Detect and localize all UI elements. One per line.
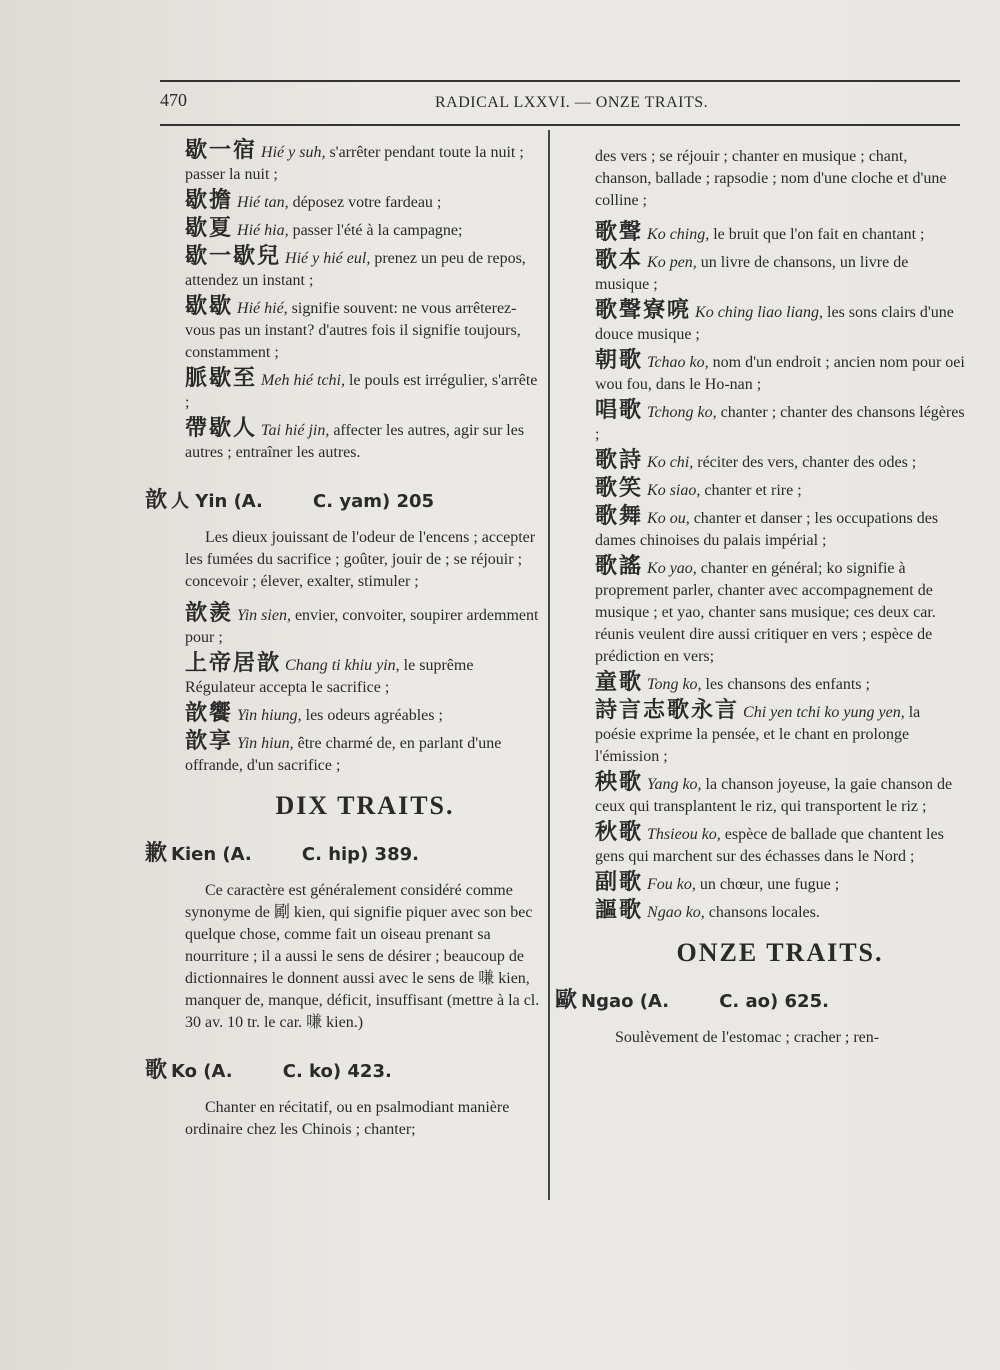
entry-definition: signifie souvent: ne vous arrêterez-vous pas un instant? d'autres fois il signifie toujours, constamment ; (185, 300, 521, 361)
dictionary-entry (185, 190, 545, 214)
dictionary-entry (595, 700, 965, 768)
page-number: 470 (160, 90, 187, 110)
ko-definition: Chanter en récitatif, ou en psalmodiant manière ordinaire chez les Chinois ; chanter; (185, 1099, 510, 1138)
entry-romanization: Meh hié tchi, (261, 372, 345, 389)
entry-romanization: Thsieou ko, (647, 826, 721, 843)
dictionary-entry (595, 506, 965, 552)
entry-definition: un chœur, une fugue ; (699, 876, 840, 893)
entry-definition: chansons locales. (708, 904, 820, 921)
section-dix-traits: DIX TRAITS. (275, 791, 455, 820)
entry-definition: la poésie exprime la pensée, et le chant en prolonge l'émission ; (595, 704, 921, 765)
entry-definition: réciter des vers, chanter des odes ; (697, 454, 917, 471)
entry-head-kien: 歉 Kien (A. C. hip) 389. (145, 841, 419, 866)
entry-characters: 歌謠 (595, 554, 644, 579)
entry-characters: 副歌 (595, 870, 644, 895)
entry-characters: 歌舞 (595, 504, 644, 529)
left-column (145, 138, 545, 1151)
entry-romanization: Ko ou, (647, 510, 690, 527)
entry-definition: nom d'un endroit ; ancien nom pour oei wou fou, dans le Ho-nan ; (595, 354, 965, 393)
header-rule (160, 80, 960, 82)
entry-characters: 脈歇至 (185, 366, 258, 391)
column-rule (548, 130, 550, 1200)
yin-definition: Les dieux jouissant de l'odeur de l'encens ; accepter les fumées du sacrifice ; goûter, jouir de ; se réjouir ; concevoir ; élever, exalter, stimuler ; (185, 529, 536, 590)
dictionary-entry (185, 218, 545, 242)
dictionary-entry (595, 350, 965, 396)
entry-characters: 歇擔 (185, 188, 234, 213)
entry-definition: chanter et danser ; les occupations des dames chinoises du palais impérial ; (595, 510, 939, 549)
entry-characters: 詩言志歌永言 (595, 698, 740, 723)
dictionary-entry (595, 450, 965, 474)
entry-romanization: Ko ching liao liang, (695, 304, 824, 321)
dictionary-entry (595, 556, 965, 668)
dictionary-entry (595, 222, 965, 246)
kien-definition: Ce caractère est généralement considéré comme synonyme de 㔉 kien, qui signifie piquer avec son bec quelque chose, comme fait un oiseau prenant sa nourriture ; il a aussi le sens de désirer ; beaucoup de dictionnaires le donnent aussi avec le sens de 嗛 kien, manquer de, manque, déficit, insuffisant (mettre à la cl. 30 av. 10 tr. le car. 嗛 kien.) (185, 882, 540, 1031)
entry-romanization: Tong ko, (647, 676, 702, 693)
entry-definition: le suprême Régulateur accepta le sacrifice ; (185, 657, 474, 696)
entry-definition: s'arrêter pendant toute la nuit ; passer la nuit ; (185, 144, 524, 183)
entry-romanization: Ko yao, (647, 560, 697, 577)
dictionary-entry (595, 672, 965, 696)
entry-characters: 歌聲 (595, 220, 644, 245)
dictionary-entry (185, 603, 545, 649)
entry-definition: le bruit que l'on fait en chantant ; (713, 226, 925, 243)
right-column (555, 140, 965, 1059)
entry-definition: les odeurs agréables ; (305, 707, 443, 724)
entry-definition: prenez un peu de repos, attendez un instant ; (185, 250, 526, 289)
entry-characters: 秧歌 (595, 770, 644, 795)
dictionary-entry (595, 900, 965, 924)
dictionary-entry (185, 246, 545, 292)
entry-head-yin: 歆 人 Yin (A. C. yam) 205 (145, 488, 435, 513)
entry-definition: affecter les autres, agir sur les autres ; entraîner les autres. (185, 422, 525, 461)
entry-definition: déposez votre fardeau ; (292, 194, 442, 211)
dictionary-entry (595, 478, 965, 502)
entry-definition: un livre de chansons, un livre de musique ; (595, 254, 909, 293)
entry-romanization: Hié y suh, (261, 144, 326, 161)
entry-romanization: Ko ching, (647, 226, 710, 243)
entry-romanization: Ko siao, (647, 482, 701, 499)
entry-characters: 歇歇 (185, 294, 234, 319)
entry-characters: 謳歌 (595, 898, 644, 923)
ko-definition-continued: des vers ; se réjouir ; chanter en musique ; chant, chanson, ballade ; rapsodie ; nom d'une cloche et d'une colline ; (595, 148, 947, 209)
dictionary-entry (185, 418, 545, 464)
entry-characters: 歆饗 (185, 701, 234, 726)
entry-definition: chanter et rire ; (704, 482, 802, 499)
entry-characters: 歌詩 (595, 448, 644, 473)
dictionary-entry (595, 822, 965, 868)
entry-characters: 歇夏 (185, 216, 234, 241)
entry-romanization: Fou ko, (647, 876, 696, 893)
entry-romanization: Ko pen, (647, 254, 697, 271)
entry-characters: 朝歌 (595, 348, 644, 373)
entry-romanization: Yin hiun, (237, 735, 294, 752)
section-onze-traits: ONZE TRAITS. (676, 938, 884, 967)
entry-romanization: Ngao ko, (647, 904, 705, 921)
dictionary-entry (595, 250, 965, 296)
entry-romanization: Yin sien, (237, 607, 291, 624)
dictionary-entry (185, 296, 545, 364)
entry-romanization: Tchong ko, (647, 404, 717, 421)
running-title: RADICAL LXXVI. — ONZE TRAITS. (435, 94, 709, 111)
entry-romanization: Tchao ko, (647, 354, 709, 371)
entry-characters: 帶歇人 (185, 416, 258, 441)
entry-romanization: Hié hié, (237, 300, 288, 317)
entry-definition: passer l'été à la campagne; (292, 222, 463, 239)
entry-characters: 歆羨 (185, 601, 234, 626)
header-rule-2 (160, 124, 960, 126)
entry-head-ngao: 歐 Ngao (A. C. ao) 625. (555, 988, 829, 1013)
entry-characters: 童歌 (595, 670, 644, 695)
dictionary-entry (595, 872, 965, 896)
entry-head-ko: 歌 Ko (A. C. ko) 423. (145, 1058, 392, 1083)
entry-romanization: Chang ti khiu yin, (285, 657, 400, 674)
entry-definition: le pouls est irrégulier, s'arrête ; (185, 372, 538, 411)
entry-romanization: Ko chi, (647, 454, 694, 471)
dictionary-entry (185, 703, 545, 727)
entry-characters: 歌笑 (595, 476, 644, 501)
entry-romanization: Hié tan, (237, 194, 289, 211)
entry-definition: être charmé de, en parlant d'une offrande, d'un sacrifice ; (185, 735, 502, 774)
entry-romanization: Yang ko, (647, 776, 702, 793)
left-entries (185, 140, 545, 464)
entry-characters: 歇一宿 (185, 138, 258, 163)
dictionary-entry (595, 300, 965, 346)
dictionary-entry (185, 368, 545, 414)
entry-definition: espèce de ballade que chantent les gens qui marchent sur des échasses dans le Nord ; (595, 826, 944, 865)
ngao-definition: Soulèvement de l'estomac ; cracher ; ren- (615, 1029, 880, 1046)
entry-definition: chanter en général; ko signifie à proprement parler, chanter avec accompagnement de musique ; et yao, chanter sans musique; ces deux car. réunis veulent dire aussi critiquer en vers ; espèce de prédiction en vers; (595, 560, 936, 665)
entry-definition: chanter ; chanter des chansons légères ; (595, 404, 965, 443)
entry-romanization: Chi yen tchi ko yung yen, (743, 704, 905, 721)
entry-romanization: Hié y hié eul, (285, 250, 371, 267)
entry-romanization: Hié hia, (237, 222, 289, 239)
entry-romanization: Yin hiung, (237, 707, 302, 724)
entry-romanization: Tai hié jin, (261, 422, 330, 439)
entry-definition: les chansons des enfants ; (705, 676, 870, 693)
dictionary-entry (595, 400, 965, 446)
right-entries (595, 222, 965, 924)
entry-characters: 歆享 (185, 729, 234, 754)
dictionary-entry (185, 140, 545, 186)
dictionary-entry (185, 731, 545, 777)
entry-characters: 歇一歇兒 (185, 244, 282, 269)
entry-characters: 上帝居歆 (185, 651, 282, 676)
entry-characters: 唱歌 (595, 398, 644, 423)
entry-definition: envier, convoiter, soupirer ardemment pour ; (185, 607, 539, 646)
yin-entries (185, 603, 545, 777)
entry-definition: les sons clairs d'une douce musique ; (595, 304, 954, 343)
dictionary-entry (595, 772, 965, 818)
entry-characters: 歌本 (595, 248, 644, 273)
entry-definition: la chanson joyeuse, la gaie chanson de ceux qui transplantent le riz, qui transportent le riz ; (595, 776, 953, 815)
entry-characters: 秋歌 (595, 820, 644, 845)
entry-characters: 歌聲寮喨 (595, 298, 692, 323)
dictionary-entry (185, 653, 545, 699)
